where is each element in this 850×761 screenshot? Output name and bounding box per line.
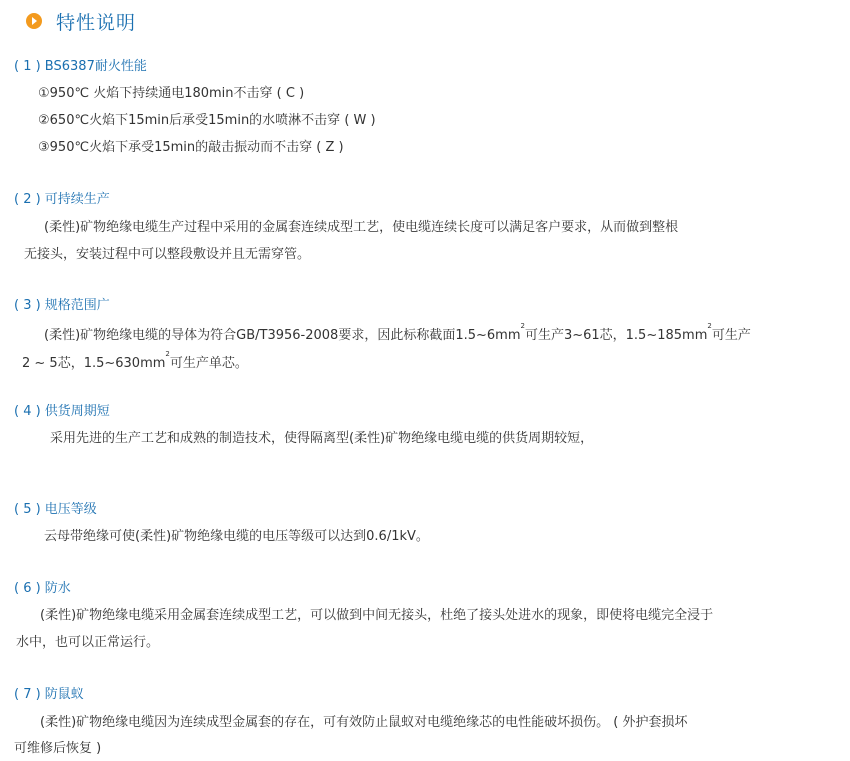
section-line: 可维修后恢复 ) xyxy=(14,741,102,756)
section-line: (柔性)矿物绝缘电缆生产过程中采用的金属套连续成型工艺，使电缆连续长度可以满足客户要求，从而做到整根 xyxy=(44,220,679,235)
section-title-continuous-production: ( 2 ) 可持续生产 xyxy=(14,192,110,207)
section-line: 无接头，安装过程中可以整段敷设并且无需穿管。 xyxy=(24,247,311,262)
section-title-voltage-grade: ( 5 ) 电压等级 xyxy=(14,502,97,517)
section-line: (柔性)矿物绝缘电缆采用金属套连续成型工艺，可以做到中间无接头，杜绝了接头处进水的现象，即使将电缆完全浸于 xyxy=(40,608,714,623)
section-line: (柔性)矿物绝缘电缆因为连续成型金属套的存在，可有效防止鼠蚁对电缆绝缘芯的电性能破坏损伤。 ( 外护套损坏 xyxy=(40,715,688,730)
section-line: 水中，也可以正常运行。 xyxy=(16,635,160,650)
section-title-rodent-proof: ( 7 ) 防鼠蚁 xyxy=(14,687,84,702)
section-line: 采用先进的生产工艺和成熟的制造技术，使得隔离型(柔性)矿物绝缘电缆电缆的供货周期较短， xyxy=(50,431,594,446)
section-line: ①950℃ 火焰下持续通电180min不击穿 ( C ) xyxy=(38,86,305,101)
section-line: 云母带绝缘可使(柔性)矿物绝缘电缆的电压等级可以达到0.6/1kV。 xyxy=(44,529,429,544)
section-title-fire-resistance: ( 1 ) BS6387耐火性能 xyxy=(14,59,147,74)
page-title: 特性说明 xyxy=(56,11,137,34)
page-header xyxy=(26,6,136,36)
play-bullet-icon xyxy=(26,13,42,29)
section-title-wide-range: ( 3 ) 规格范围广 xyxy=(14,298,110,313)
section-line: ③950℃火焰下承受15min的敲击振动而不击穿 ( Z ) xyxy=(38,140,344,155)
section-title-short-delivery: ( 4 ) 供货周期短 xyxy=(14,404,110,419)
section-line: 2 ~ 5芯，$1.5\sim 630mm^2$可生产单芯。 xyxy=(22,350,248,371)
section-line: (柔性)矿物绝缘电缆的导体为符合GB/T3956-2008要求，因此标称截面$1.5\sim 6mm^2$可生产3~61芯，$1.5\sim 185mm^2$可生产 xyxy=(44,322,751,343)
section-title-waterproof: ( 6 ) 防水 xyxy=(14,581,71,596)
section-line: ②650℃火焰下15min后承受15min的水喷淋不击穿 ( W ) xyxy=(38,113,376,128)
